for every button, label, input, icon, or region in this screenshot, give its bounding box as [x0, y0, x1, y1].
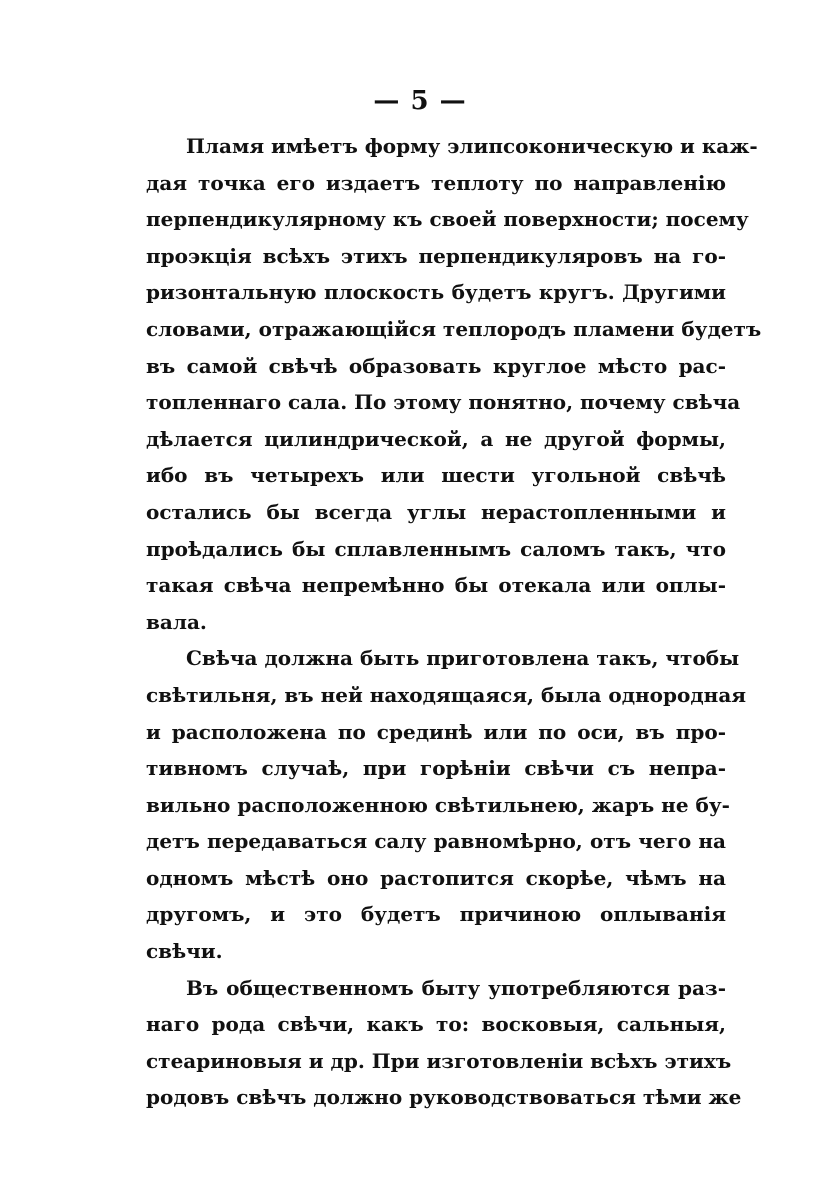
text-line: остались бы всегда углы нерастопленными и: [146, 499, 726, 524]
text-line: топленнаго сала. По этому понятно, почему свѣча: [146, 390, 741, 415]
text-line: такая свѣча непремѣнно бы отекала или оплы-: [146, 573, 726, 598]
text-line: дѣлается цилиндрической, а не другой формы,: [146, 426, 726, 451]
text-line: стеариновыя и др. При изготовленіи всѣхъ этихъ: [146, 1048, 732, 1073]
text-line: ибо въ четырехъ или шести угольной свѣчѣ: [146, 463, 726, 488]
text-line: въ самой свѣчѣ образовать круглое мѣсто рас-: [146, 353, 726, 378]
text-line: вала.: [146, 609, 207, 634]
text-line: проэкція всѣхъ этихъ перпендикуляровъ на го-: [146, 243, 726, 268]
text-line: свѣтильня, въ ней находящаяся, была однородная: [146, 682, 747, 707]
page-number: — 5 —: [373, 86, 467, 116]
text-line: другомъ, и это будетъ причиною оплыванія: [146, 902, 726, 927]
text-line: ризонтальную плоскость будетъ кругъ. Другими: [146, 280, 726, 305]
text-line: и расположена по срединѣ или по оси, въ про-: [146, 719, 726, 744]
text-line: наго рода свѣчи, какъ то: восковыя, сальныя,: [146, 1012, 726, 1037]
text-line: перпендикулярному къ своей поверхности; посему: [146, 207, 749, 232]
text-line: одномъ мѣстѣ оно растопится скорѣе, чѣмъ на: [146, 865, 726, 890]
text-line: Пламя имѣетъ форму элипсоконическую и каж-: [186, 134, 758, 158]
text-line: свѣчи.: [146, 939, 223, 964]
text-line: детъ передаваться салу равномѣрно, отъ чего на: [146, 829, 726, 854]
text-line: тивномъ случаѣ, при горѣніи свѣчи съ непра-: [146, 756, 726, 781]
text-line: Въ общественномъ быту употребляются раз-: [186, 975, 726, 1000]
body-text: [146, 128, 762, 1116]
text-line: Свѣча должна быть приготовлена такъ, чтобы: [186, 646, 740, 671]
text-line: проѣдались бы сплавленнымъ саломъ такъ, что: [146, 536, 726, 561]
text-line: вильно расположенною свѣтильнею, жаръ не бу-: [146, 792, 730, 817]
text-line: родовъ свѣчъ должно руководствоваться тѣми же: [146, 1085, 742, 1110]
text-line: дая точка его издаетъ теплоту по направленію: [146, 170, 726, 195]
text-line: словами, отражающійся теплородъ пламени будетъ: [146, 316, 762, 341]
